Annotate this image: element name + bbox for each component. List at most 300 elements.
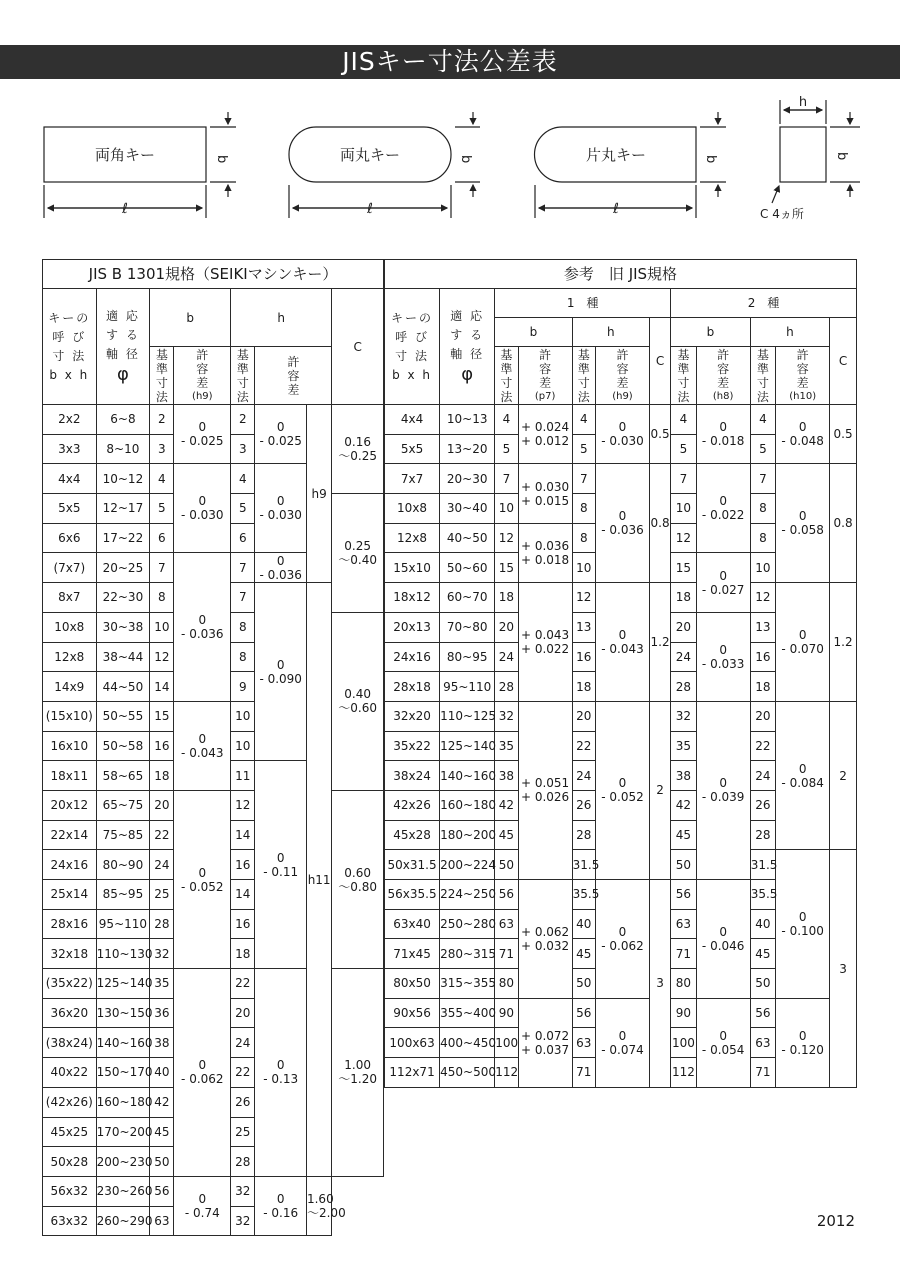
t1-h-value-text: 7: [579, 471, 588, 486]
b-tolerance-value: [174, 464, 231, 553]
key-size: [43, 494, 97, 524]
shaft-range-text: 224~250: [440, 887, 496, 902]
key-size: [385, 553, 440, 583]
t2-h-base: [750, 347, 775, 405]
b-value: [150, 1117, 174, 1147]
key-size-text: 16x10: [50, 738, 89, 753]
h-value-text: 16: [235, 857, 251, 872]
c-value: [306, 1176, 346, 1235]
h-value: [231, 998, 255, 1028]
group-type2: [671, 289, 857, 318]
t2-h-value-text: 8: [759, 531, 767, 546]
c-value: [332, 405, 384, 494]
t2-b-value: [671, 998, 696, 1028]
b-value: [150, 583, 174, 613]
t2-b-value: [671, 731, 696, 761]
t1-b-tolerance: [518, 405, 572, 464]
t1-b-tol: [518, 347, 572, 405]
t2-h-value: [750, 820, 775, 850]
group-type1-text: 1 種: [566, 296, 599, 310]
year-label: 2012: [816, 1212, 855, 1230]
t1-b-tolerance-text: + 0.043 + 0.022: [520, 628, 570, 656]
t2-h-value-text: 5: [759, 442, 767, 457]
h-tolerance-value: [255, 1176, 307, 1235]
h-value: [231, 761, 255, 791]
key-size-text: 28x16: [50, 917, 89, 932]
t1-b-value: [495, 731, 518, 761]
shaft-range: [440, 434, 495, 464]
shaft-range-text: 6~8: [110, 412, 136, 427]
t1-b-value-text: 28: [498, 679, 515, 694]
t1-b-value-text: 42: [498, 798, 515, 813]
key-size-text: 71x45: [393, 946, 431, 961]
t1-h-value: [572, 434, 595, 464]
b-tolerance-value-text: 0 - 0.036: [181, 613, 224, 642]
h-value: [231, 820, 255, 850]
key-size: [385, 731, 440, 761]
table-row: [385, 583, 857, 613]
t1-b-tolerance-text: + 0.072 + 0.037: [520, 1028, 570, 1057]
section-dim-b: b: [834, 152, 849, 161]
t1-h-value-text: 12: [576, 590, 592, 605]
t1-col-b-text: b: [529, 325, 538, 339]
b-value-text: 25: [154, 887, 170, 902]
t1-h-value-text: 22: [576, 738, 592, 753]
t2-b-value: [671, 701, 696, 731]
shaft-range-text: 85~95: [102, 887, 144, 902]
h-value: [231, 494, 255, 524]
col-key-size-text: キーの 呼 び 寸 法 b x h: [48, 310, 91, 382]
t2-b-value-text: 100: [671, 1035, 695, 1050]
shaft-range-text: 150~170: [96, 1065, 153, 1080]
t2-b-tolerance-text: 0 - 0.046: [701, 924, 745, 953]
jis-b1301-table-body: [43, 260, 384, 1236]
table-row: [43, 790, 384, 820]
t1-b-value: [495, 969, 518, 999]
t1-b-value-text: 24: [498, 649, 515, 664]
shaft-range-text: 30~38: [102, 620, 144, 635]
shaft-range: [96, 731, 150, 761]
c-value: [332, 612, 384, 790]
b-value: [150, 820, 174, 850]
shaft-range-text: 10~12: [102, 471, 144, 486]
t2-b-value-text: 50: [675, 857, 692, 872]
b-value: [150, 405, 174, 435]
table-row: [43, 969, 384, 999]
key-size: [43, 405, 97, 435]
key-size: [385, 1058, 440, 1088]
t2-b-value-text: 20: [675, 620, 692, 635]
t1-b-value-text: 20: [498, 620, 515, 635]
b-value: [150, 642, 174, 672]
t2-c-value-text: 0.8: [833, 516, 853, 531]
key-size-text: 50x28: [50, 1154, 89, 1169]
h-value-text: 25: [235, 1124, 251, 1139]
key-size: [43, 1117, 97, 1147]
t1-b-value-text: 15: [498, 560, 515, 575]
c-value: [332, 494, 384, 613]
h-value: [231, 1117, 255, 1147]
key-size-text: 24x16: [50, 857, 89, 872]
h-tolerance-value: [255, 969, 307, 1177]
b-value-text: 40: [154, 1065, 170, 1080]
key-size: [43, 761, 97, 791]
key-size: [43, 583, 97, 613]
b-tolerance-value: [174, 969, 231, 1177]
t2-b-tolerance: [696, 464, 750, 553]
key-size-text: 40x22: [50, 1065, 89, 1080]
left-caption: [43, 260, 384, 289]
t1-b-value: [495, 494, 518, 524]
t1-b-tolerance-text: + 0.036 + 0.018: [520, 538, 570, 567]
col-shaft-dia-text: 適 応 す る 軸 径: [450, 309, 485, 361]
key-size-text: (7x7): [53, 560, 86, 575]
phi-symbol: φ: [116, 364, 129, 385]
t2-b-value: [671, 672, 696, 702]
col-b: [150, 289, 231, 347]
h-value: [231, 909, 255, 939]
key-size: [43, 1206, 97, 1236]
b-value-text: 18: [154, 768, 170, 783]
b-value-text: 5: [158, 501, 166, 516]
t1-b-value-text: 71: [498, 946, 515, 961]
shaft-range: [440, 731, 495, 761]
b-value-text: 42: [154, 1095, 170, 1110]
t2-b-value-text: 7: [679, 471, 688, 486]
t2-h-tolerance: [776, 464, 830, 583]
t2-h-value: [750, 880, 778, 910]
corner-chamfer-note: C 4ヵ所: [760, 207, 804, 221]
t1-h-tolerance: [595, 998, 649, 1087]
b-tolerance-value-text: 0 - 0.030: [181, 494, 224, 523]
t1-h-value: [572, 553, 595, 583]
key-size: [43, 672, 97, 702]
t2-b-tolerance: [696, 998, 750, 1087]
h-base-dim-text: 基 準 寸 法: [236, 347, 249, 404]
t2-h-value-text: 16: [755, 649, 771, 664]
h-value-text: 2: [238, 412, 247, 427]
table-row: [385, 701, 857, 731]
t2-h-tol-text: 許 容 差: [796, 347, 809, 390]
key-size: [43, 909, 97, 939]
shaft-range-text: 160~180: [440, 798, 496, 813]
t1-h-base: [572, 347, 595, 405]
t1-b-value-text: 63: [498, 917, 515, 932]
header-row: [43, 289, 384, 347]
shaft-range-text: 17~22: [102, 531, 144, 546]
t1-h-tolerance-text: 0 - 0.036: [601, 509, 644, 538]
shaft-range: [96, 672, 150, 702]
c-value-text: 1.00 ～1.20: [338, 1058, 377, 1087]
shaft-range-text: 65~75: [102, 798, 144, 813]
shaft-range: [96, 850, 150, 880]
shaft-range: [440, 880, 495, 910]
t2-h-value-text: 13: [755, 620, 771, 635]
b-value: [150, 523, 174, 553]
h-tolerance-value-text: 0 - 0.090: [259, 657, 302, 686]
t1-h-value-text: 50: [576, 976, 592, 991]
t1-h-value: [572, 464, 595, 494]
t2-b-value: [671, 850, 696, 880]
b-tolerance-value-text: 0 - 0.74: [184, 1192, 220, 1221]
h-value-text: 14: [235, 827, 251, 842]
t2-h-tolerance-text: 0 - 0.120: [781, 1028, 824, 1057]
table-row: [385, 998, 857, 1028]
shaft-range: [440, 583, 495, 613]
t2-h-value: [750, 790, 775, 820]
t1-h-value: [572, 820, 595, 850]
h-value-text: 10: [235, 738, 251, 753]
t1-b-tolerance: [518, 583, 572, 702]
t1-b-value-text: 4: [502, 412, 511, 427]
b-value: [150, 850, 174, 880]
h-tolerance-value: [255, 405, 307, 464]
t2-b-value: [671, 464, 696, 494]
t2-col-h-text: h: [786, 325, 794, 339]
t2-h-value-text: 56: [755, 1006, 771, 1021]
b-value: [150, 464, 174, 494]
h-value: [231, 405, 255, 435]
table-row: [385, 464, 857, 494]
t1-b-value: [495, 642, 518, 672]
b-tolerance-value-text: 0 - 0.062: [181, 1058, 224, 1087]
key-size: [385, 998, 440, 1028]
t1-h-value: [572, 612, 595, 642]
t2-b-value: [671, 909, 696, 939]
t1-b-value: [495, 583, 518, 613]
h-value: [231, 731, 255, 761]
t1-h-value-text: 31.5: [572, 857, 600, 872]
col-shaft-dia-text: 適 応 す る 軸 径: [106, 309, 140, 361]
t2-b-value-text: 10: [675, 501, 692, 516]
t2-h-value: [750, 701, 775, 731]
t2-b-value: [671, 1028, 696, 1058]
h-value: [231, 969, 255, 999]
t1-c-value: [650, 583, 671, 702]
shaft-range: [440, 612, 495, 642]
h-value-text: 5: [238, 501, 247, 516]
col-key-size: [43, 289, 97, 405]
shaft-range: [96, 494, 150, 524]
h-tolerance: [255, 347, 332, 405]
key-size-text: 63x32: [50, 1213, 89, 1228]
t1-b-value: [495, 880, 518, 910]
key1-dim-l: ℓ: [122, 201, 128, 217]
t2-b-tolerance: [696, 701, 750, 879]
t2-c-value: [830, 701, 857, 849]
shaft-range: [96, 1087, 153, 1117]
t1-h-value-text: 40: [576, 917, 592, 932]
key-size-text: (38x24): [45, 1035, 93, 1050]
key-size: [385, 434, 440, 464]
t1-h-value-text: 71: [576, 1065, 592, 1080]
h-value-text: 8: [238, 649, 247, 664]
h-value: [231, 1058, 255, 1088]
h-value: [231, 790, 255, 820]
h-value: [231, 1087, 255, 1117]
h-value-text: 18: [235, 946, 251, 961]
key-size: [385, 405, 440, 435]
t2-h-value: [750, 731, 775, 761]
h-value: [231, 642, 255, 672]
t2-b-tolerance: [696, 612, 750, 701]
h-value: [231, 672, 255, 702]
shaft-range-text: 95~110: [443, 679, 492, 694]
key-size-text: 100x63: [389, 1035, 435, 1050]
key-size-text: 2x2: [58, 412, 81, 427]
t2-col-c: [830, 318, 857, 405]
t2-c-value: [830, 464, 857, 583]
t2-b-value-text: 24: [675, 649, 692, 664]
key-size: [43, 969, 97, 999]
t2-b-tolerance-text: 0 - 0.033: [701, 642, 745, 671]
key-size-text: 32x20: [393, 709, 431, 724]
h-value-text: 28: [235, 1154, 251, 1169]
t2-col-c-text: C: [838, 354, 848, 368]
t1-b-value-text: 80: [498, 976, 515, 991]
h-value: [231, 1028, 255, 1058]
shaft-range: [96, 1176, 153, 1206]
t1-h-value-text: 10: [576, 560, 592, 575]
key-size-text: 35x22: [393, 738, 431, 753]
t1-h-value-text: 20: [576, 709, 592, 724]
shaft-range-text: 80~95: [446, 649, 488, 664]
shaft-range-text: 10~13: [446, 412, 488, 427]
h-class-text: h9: [311, 486, 327, 501]
t2-b-value: [671, 405, 696, 435]
shaft-range: [440, 969, 495, 999]
b-value-text: 10: [154, 620, 170, 635]
h-class-text: h11: [307, 872, 331, 887]
key-size-text: 12x8: [54, 649, 85, 664]
shaft-range: [96, 405, 150, 435]
shaft-range-text: 160~180: [96, 1095, 153, 1110]
t1-b-value: [495, 405, 518, 435]
h-value-text: 4: [238, 471, 247, 486]
shaft-range-text: 450~500: [440, 1065, 496, 1080]
t1-col-h-text: h: [607, 325, 615, 339]
h-value: [231, 880, 255, 910]
t2-b-tolerance-text: 0 - 0.018: [701, 420, 745, 449]
t2-h-tolerance: [776, 701, 830, 849]
phi-symbol: φ: [461, 364, 474, 385]
t1-h-tolerance: [595, 701, 649, 879]
col-c-text: C: [353, 339, 362, 354]
group-type1: [495, 289, 671, 318]
key-size-text: 38x24: [393, 768, 431, 783]
h-tolerance-value-text: 0 - 0.036: [259, 553, 302, 582]
t2-b-value: [671, 969, 696, 999]
t2-c-value-text: 0.5: [833, 427, 853, 442]
t2-b-value-text: 42: [675, 798, 692, 813]
key-size: [385, 939, 440, 969]
key-size: [43, 790, 97, 820]
col-shaft-dia: [96, 289, 150, 405]
b-value: [150, 553, 174, 583]
b-base-dim: [150, 347, 174, 405]
h-value-text: 3: [238, 442, 247, 457]
b-tolerance-value: [174, 790, 231, 968]
key-size: [43, 434, 97, 464]
right-caption-text: 参考 旧 JIS規格: [563, 265, 678, 283]
shaft-range-text: 12~17: [102, 501, 144, 516]
t1-c-value: [650, 880, 671, 1088]
t2-b-value-text: 4: [679, 412, 688, 427]
key-size-text: 12x8: [397, 531, 428, 546]
h-value-text: 22: [235, 976, 251, 991]
t2-h-value-text: 71: [755, 1065, 771, 1080]
shaft-range: [440, 1058, 495, 1088]
key-size-text: 5x5: [400, 442, 424, 457]
t2-c-value: [830, 583, 857, 702]
h-value: [231, 523, 255, 553]
shaft-range: [440, 761, 495, 791]
t2-b-value: [671, 612, 696, 642]
key-size-text: 28x18: [393, 679, 431, 694]
t1-h-tolerance-text: 0 - 0.030: [601, 420, 644, 449]
b-value-text: 8: [158, 590, 166, 605]
t2-h-value-text: 24: [755, 768, 771, 783]
t2-h-value-text: 7: [759, 471, 767, 486]
t2-h-value-text: 26: [755, 798, 771, 813]
t1-b-value-text: 10: [498, 501, 515, 516]
t2-h-value: [750, 939, 775, 969]
b-tolerance: [174, 347, 231, 405]
t2-h-tolerance-text: 0 - 0.058: [781, 509, 824, 538]
t1-h-tol: [595, 347, 649, 405]
key-size-text: 112x71: [389, 1065, 435, 1080]
t1-col-c-text: C: [655, 354, 665, 368]
key-size-text: 14x9: [54, 679, 85, 694]
b-value-text: 16: [154, 738, 170, 753]
h-tolerance-value-text: 0 - 0.13: [263, 1058, 299, 1087]
key-size-text: (42x26): [45, 1095, 93, 1110]
t1-b-value: [495, 672, 518, 702]
key-size-text: 7x7: [400, 471, 424, 486]
t2-b-tol: [696, 347, 750, 405]
key-size: [43, 850, 97, 880]
key-size: [385, 612, 440, 642]
t1-h-value-text: 8: [579, 501, 588, 516]
key-size-text: 8x7: [58, 590, 81, 605]
t2-h-value: [750, 909, 775, 939]
h-value-text: 7: [238, 590, 247, 605]
t1-c-value-text: 2: [656, 783, 664, 798]
shaft-range: [96, 969, 153, 999]
t1-b-value-text: 112: [495, 1065, 519, 1080]
h-tolerance-value-text: 0 - 0.030: [259, 494, 302, 523]
t2-c-value-text: 2: [839, 768, 847, 783]
t1-b-tol-code: (p7): [534, 390, 556, 402]
t1-b-value-text: 7: [502, 471, 511, 486]
key-size-text: 20x13: [393, 620, 431, 635]
right-caption: [385, 260, 857, 289]
b-value: [150, 909, 174, 939]
shaft-range-text: 38~44: [102, 649, 144, 664]
jis-b1301-table: [42, 259, 384, 1236]
t2-h-value: [750, 969, 775, 999]
key-size: [385, 583, 440, 613]
h-value: [231, 1206, 255, 1236]
t2-b-value: [671, 820, 696, 850]
shaft-range: [96, 612, 150, 642]
t1-h-value-text: 16: [576, 649, 592, 664]
t1-b-tolerance: [518, 523, 572, 582]
shaft-range: [96, 464, 150, 494]
col-b-text: b: [186, 310, 194, 325]
key-size: [385, 761, 440, 791]
b-tolerance-value-text: 0 - 0.043: [181, 731, 224, 760]
